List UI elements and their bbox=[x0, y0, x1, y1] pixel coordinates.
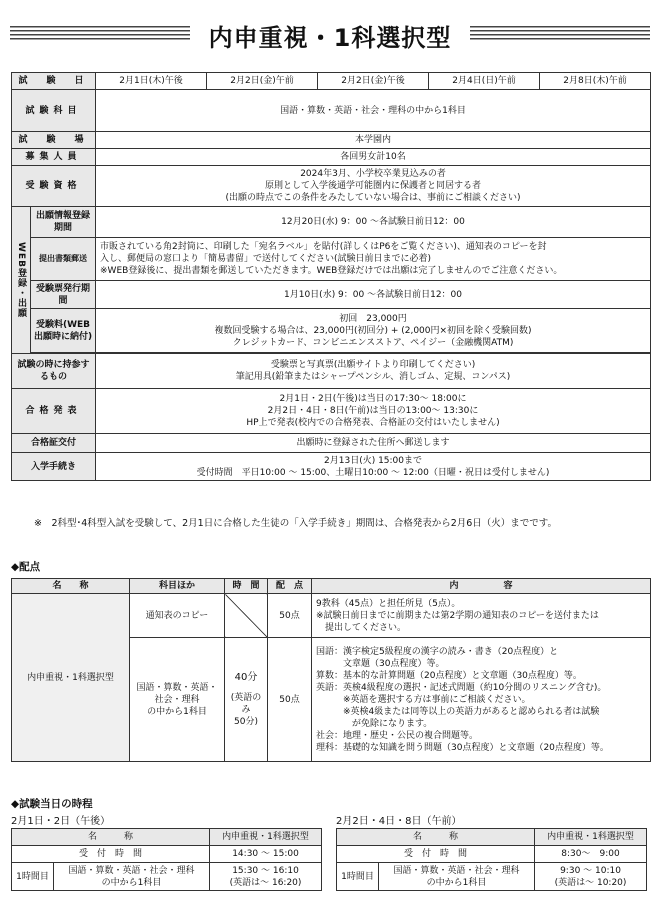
result-row bbox=[12, 389, 651, 434]
documents-label: 提出書類郵送 bbox=[31, 238, 96, 281]
title-bar bbox=[10, 14, 650, 54]
scoring-points: 50点 bbox=[268, 638, 312, 762]
scoring-content-line: 社会：地理・歴史・公民の複合問題等。 bbox=[316, 730, 479, 741]
time-line: 9:30 〜 10:10 bbox=[560, 865, 621, 876]
page-title: 内申重視・1科選択型 bbox=[208, 24, 452, 52]
exam-date: 2月2日(金)午前 bbox=[207, 73, 318, 90]
subject-line: の中から1科目 bbox=[147, 706, 207, 717]
schedule-table-left bbox=[11, 828, 322, 891]
period-label: 1時間目 bbox=[337, 863, 379, 891]
subjects-line: の中から1科目 bbox=[426, 877, 487, 888]
scoring-content-line: 9教科（45点）と担任所見（5点）。 bbox=[316, 598, 461, 609]
scoring-content-line: 提出してください。 bbox=[316, 622, 407, 633]
result-line: 2月2日・4日・8日(午前)は当日の13:00〜 13:30に bbox=[267, 406, 479, 416]
exam-dates-row bbox=[12, 73, 651, 90]
schedule-name-header: 名 称 bbox=[337, 829, 535, 846]
documents-line: ※WEB登録後に、提出書類を郵送していただきます。WEB登録だけでは出願は完了しませんのでご注意ください。 bbox=[100, 266, 563, 276]
documents-row bbox=[12, 238, 651, 281]
scoring-header: 配 点 bbox=[268, 579, 312, 594]
fee-label: 受験料(WEB出願時に納付) bbox=[31, 309, 96, 353]
eligibility-line: (出願の時点でこの条件をみたしていない場合は、事前にご相談ください) bbox=[225, 193, 521, 203]
capacity-row bbox=[12, 149, 651, 166]
scoring-header: 科目ほか bbox=[130, 579, 225, 594]
scoring-content-line: が免除になります。 bbox=[316, 718, 433, 729]
scoring-subject bbox=[130, 638, 225, 762]
scoring-heading: ◆配点 bbox=[11, 561, 41, 573]
title-decoration-right bbox=[470, 26, 650, 42]
fee-value bbox=[96, 309, 651, 353]
period-subjects bbox=[379, 863, 535, 891]
eligibility-line: 2024年3月、小学校卒業見込みの者 bbox=[300, 169, 446, 179]
schedule-type-header: 内申重視・1科選択型 bbox=[535, 829, 647, 846]
reception-time: 14:30 〜 15:00 bbox=[210, 846, 322, 863]
schedule-left-label: 2月1日・2日（午後） bbox=[11, 816, 111, 827]
enrollment-row bbox=[12, 453, 651, 481]
time-line: (英語は〜 16:20) bbox=[229, 877, 302, 888]
schedule-right-label: 2月2日・4日・8日（午前） bbox=[336, 816, 462, 827]
scoring-content-line: ※試験日前日までに前期または第2学期の通知表のコピーを送付または bbox=[316, 610, 599, 621]
scoring-header-row bbox=[12, 579, 651, 594]
scoring-header: 名 称 bbox=[12, 579, 130, 594]
application-period-row bbox=[12, 207, 651, 238]
scoring-content-line: 英語：英検4級程度の選択・記述式問題（約10分間のリスニング含む)。 bbox=[316, 682, 607, 693]
subjects-line: 国語・算数・英語・社会・理科 bbox=[393, 865, 520, 876]
footnote: ※ 2科型･4科型入試を受験して、2月1日に合格した生徒の「入学手続き」期間は、合格発表から2月6日（火）までです。 bbox=[34, 518, 558, 529]
enrollment-line: 受付時間 平日10:00 〜 15:00、土曜日10:00 〜 12:00（日曜・祝日は受付しません) bbox=[196, 467, 550, 478]
capacity-value: 各回男女計10名 bbox=[96, 149, 651, 166]
scoring-time-empty bbox=[225, 594, 268, 638]
venue-value: 本学園内 bbox=[96, 132, 651, 149]
subjects-label: 試験科目 bbox=[12, 90, 96, 132]
period-time bbox=[535, 863, 647, 891]
fee-line: 初回 23,000円 bbox=[339, 313, 407, 324]
result-line: 2月1日・2日(午後)は当日の17:30〜 18:00に bbox=[279, 394, 467, 404]
period-subjects bbox=[54, 863, 210, 891]
scoring-content-line: ※英検4級または同等以上の英語力があると認められる者は試験 bbox=[316, 706, 600, 717]
scoring-points: 50点 bbox=[268, 594, 312, 638]
reception-time: 8:30〜 9:00 bbox=[535, 846, 647, 863]
subjects-row bbox=[12, 90, 651, 132]
ticket-period-row bbox=[12, 281, 651, 309]
result-value bbox=[96, 389, 651, 434]
items-line: 受験票と写真票(出願サイトより印刷してください) bbox=[270, 360, 476, 370]
items-to-bring-row bbox=[12, 354, 651, 389]
documents-line: 市販されている角2封筒に、印刷した「宛名ラベル」を貼付(詳しくはP6をご覧ください)、通知表のコピーを封 bbox=[100, 242, 547, 252]
fee-row bbox=[12, 309, 651, 353]
time-line: (英語は〜 10:20) bbox=[554, 877, 627, 888]
items-line: 筆記用具(鉛筆またはシャープペンシル、消しゴム、定規、コンパス) bbox=[235, 372, 511, 382]
application-period-value: 12月20日(水) 9：00 〜各試験日前日12：00 bbox=[96, 207, 651, 238]
scoring-content-line: 国語：漢字検定5級程度の漢字の読み・書き（20点程度）と bbox=[316, 646, 559, 657]
venue-label: 試 験 場 bbox=[12, 132, 96, 149]
scoring-content-line: 文章題（30点程度）等。 bbox=[316, 658, 445, 669]
enrollment-line: 2月13日(火) 15:00まで bbox=[324, 455, 423, 466]
venue-row bbox=[12, 132, 651, 149]
reception-label: 受 付 時 間 bbox=[12, 846, 210, 863]
enrollment-label: 入学手続き bbox=[12, 453, 96, 481]
scoring-content-line: 算数：基本的な計算問題（20点程度）と文章題（30点程度）等。 bbox=[316, 670, 582, 681]
exam-date: 2月4日(日)午前 bbox=[429, 73, 540, 90]
exam-date: 2月2日(金)午後 bbox=[318, 73, 429, 90]
application-period-label: 出願情報登録期間 bbox=[31, 207, 96, 238]
reception-label: 受 付 時 間 bbox=[337, 846, 535, 863]
subjects-value: 国語・算数・英語・社会・理科の中から1科目 bbox=[96, 90, 651, 132]
scoring-time bbox=[225, 638, 268, 762]
result-label: 合格発表 bbox=[12, 389, 96, 434]
result-line: HP上で発表(校内での合格発表、合格証の交付はいたしません) bbox=[246, 418, 500, 428]
time-line: 15:30 〜 16:10 bbox=[232, 865, 299, 876]
scoring-row-report bbox=[12, 594, 651, 638]
scoring-header: 内 容 bbox=[312, 579, 651, 594]
scoring-exam-name: 内申重視・1科選択型 bbox=[12, 594, 130, 762]
exam-info-table bbox=[11, 72, 651, 481]
ticket-period-value: 1月10日(水) 9：00 〜各試験日前日12：00 bbox=[96, 281, 651, 309]
schedule-table-right bbox=[336, 828, 647, 891]
eligibility-value bbox=[96, 166, 651, 207]
eligibility-line: 原則として入学後通学可能圏内に保護者と同居する者 bbox=[265, 181, 482, 191]
title-decoration-left bbox=[10, 26, 190, 42]
scoring-header: 時 間 bbox=[225, 579, 268, 594]
period-label: 1時間目 bbox=[12, 863, 54, 891]
schedule-name-header: 名 称 bbox=[12, 829, 210, 846]
documents-line: 入し、郵便局の窓口より「簡易書留」で送付してください(試験日前日までに必着) bbox=[100, 254, 432, 264]
certificate-label: 合格証交付 bbox=[12, 434, 96, 453]
web-registration-label: WEB登録・出願 bbox=[12, 207, 31, 354]
scoring-content-line: 理科：基礎的な知識を問う問題（30点程度）と文章題（20点程度）等。 bbox=[316, 742, 609, 753]
enrollment-value bbox=[96, 453, 651, 481]
eligibility-label: 受験資格 bbox=[12, 166, 96, 207]
items-to-bring-label: 試験の時に持参するもの bbox=[12, 354, 96, 389]
subjects-line: 国語・算数・英語・社会・理科 bbox=[68, 865, 195, 876]
schedule-heading: ◆試験当日の時程 bbox=[11, 798, 93, 810]
exam-dates-label: 試 験 日 bbox=[12, 73, 96, 90]
subject-line: 国語・算数・英語・ bbox=[136, 682, 218, 693]
time-note: (英語のみ bbox=[230, 692, 262, 715]
ticket-period-label: 受験票発行期間 bbox=[31, 281, 96, 309]
exam-date: 2月1日(木)午後 bbox=[96, 73, 207, 90]
fee-line: 複数回受験する場合は、23,000円(初回分) + (2,000円×初回を除く受験回数) bbox=[214, 325, 532, 336]
scoring-content bbox=[312, 594, 651, 638]
certificate-row bbox=[12, 434, 651, 453]
time-note: 50分) bbox=[234, 716, 258, 727]
capacity-label: 募集人員 bbox=[12, 149, 96, 166]
scoring-subject: 通知表のコピー bbox=[130, 594, 225, 638]
time-value: 40分 bbox=[234, 671, 258, 683]
items-to-bring-value bbox=[96, 354, 651, 389]
documents-value bbox=[96, 238, 651, 281]
scoring-content-line: ※英語を選択する方は事前にご相談ください。 bbox=[316, 694, 531, 705]
subject-line: 社会・理科 bbox=[154, 694, 200, 705]
schedule-type-header: 内申重視・1科選択型 bbox=[210, 829, 322, 846]
certificate-value: 出願時に登録された住所へ郵送します bbox=[96, 434, 651, 453]
scoring-content bbox=[312, 638, 651, 762]
period-time bbox=[210, 863, 322, 891]
eligibility-row bbox=[12, 166, 651, 207]
scoring-table bbox=[11, 578, 651, 762]
exam-date: 2月8日(木)午前 bbox=[540, 73, 651, 90]
fee-line: クレジットカード、コンビニエンスストア、ペイジー（金融機関ATM) bbox=[232, 337, 514, 348]
subjects-line: の中から1科目 bbox=[101, 877, 162, 888]
